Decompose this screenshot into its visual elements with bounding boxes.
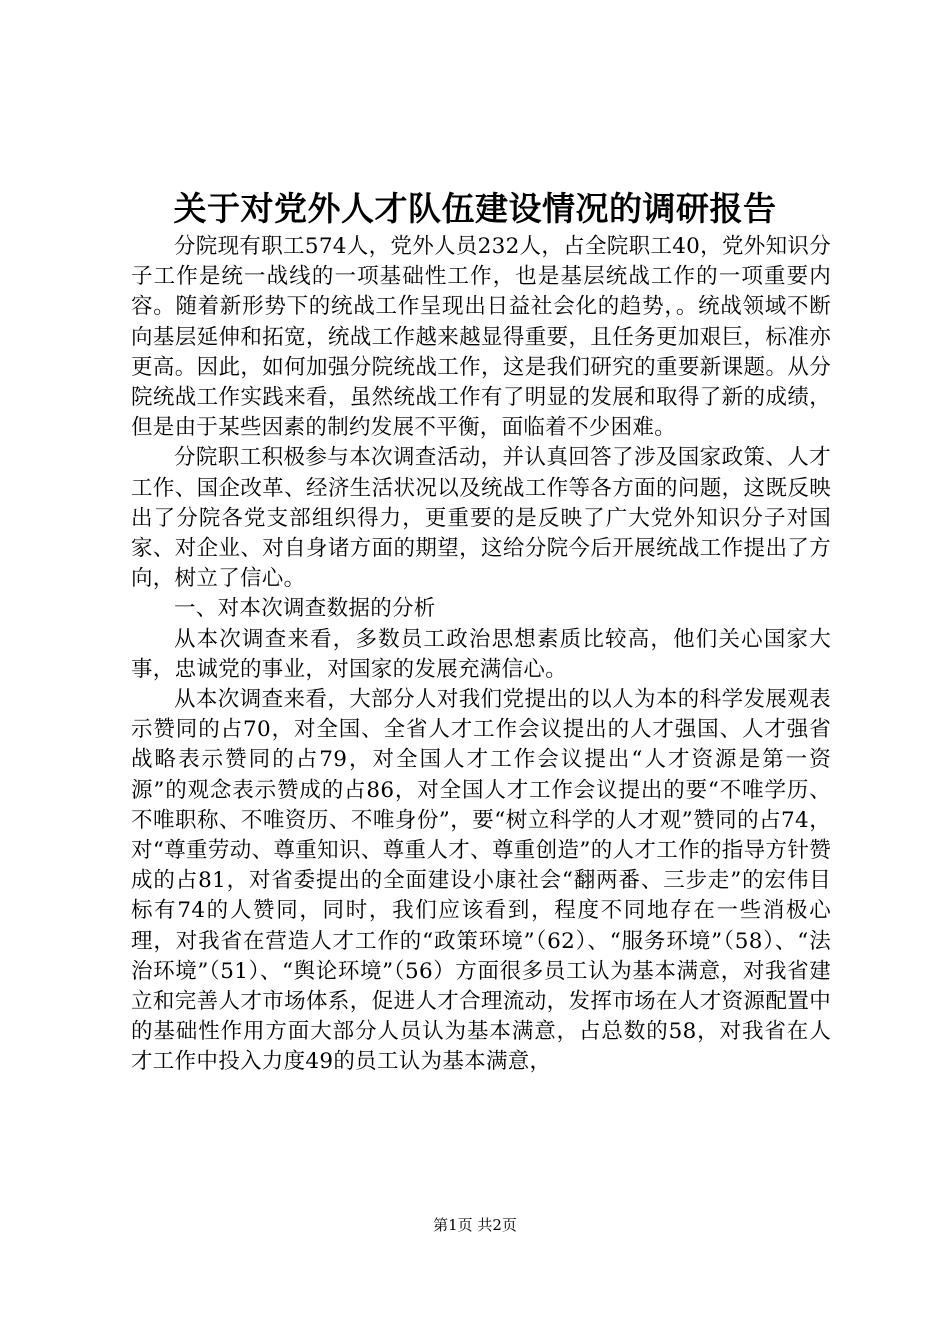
- section-heading-analysis: 一、对本次调查数据的分析: [174, 596, 436, 622]
- paragraph-political-quality: 从本次调查来看，多数员工政治思想素质比较高，他们关心国家大事，忠诚党的事业，对国家的发展充满信心。: [131, 626, 831, 682]
- paragraph-participation: 分院职工积极参与本次调查活动，并认真回答了涉及国家政策、人才工作、国企改革、经济生活状况以及统战工作等各方面的问题，这既反映出了分院各党支部组织得力，更重要的是反映了广大党外知识分子对国家、对企业、对自身诸方面的期望，这给分院今后开展统战工作提出了方向，树立了信心。: [131, 445, 831, 592]
- paragraph-survey-results: 从本次调查来看，大部分人对我们党提出的以人为本的科学发展观表示赞同的占70，对全国、全省人才工作会议提出的人才强国、人才强省战略表示赞同的占79，对全国人才工作会议提出“人才资源是第一资源”的观念表示赞成的占86，对全国人才工作会议提出的要“不唯学历、不唯职称、不唯资历、不唯身份”，要“树立科学的人才观”赞同的占74，对“尊重劳动、尊重知识、尊重人才、尊重创造”的人才工作的指导方针赞成的占81，对省委提出的全面建设小康社会“翻两番、三步走”的宏伟目标有74的人赞同，同时，我们应该看到，程度不同地存在一些消极心理，对我省在营造人才工作的“政策环境”（62）、“服务环境”（58）、“法治环境”（51）、“舆论环境”（56）方面很多员工认为基本满意，对我省建立和完善人才市场体系，促进人才合理流动，发挥市场在人才资源配置中的基础性作用方面大部分人员认为基本满意，占总数的58，对我省在人才工作中投入力度49的员工认为基本满意，: [131, 687, 831, 1075]
- document-title: 关于对党外人才队伍建设情况的调研报告: [173, 189, 777, 228]
- document-body: [131, 232, 831, 1078]
- paragraph-intro: 分院现有职工574人，党外人员232人，占全院职工40，党外知识分子工作是统一战线的一项基础性工作，也是基层统战工作的一项重要内容。随着新形势下的统战工作呈现出日益社会化的趋势，。统战领域不断向基层延伸和拓宽，统战工作越来越显得重要，且任务更加艰巨，标准亦更高。因此，如何加强分院统战工作，这是我们研究的重要新课题。从分院统战工作实践来看，虽然统战工作有了明显的发展和取得了新的成绩，但是由于某些因素的制约发展不平衡，面临着不少困难。: [131, 234, 831, 441]
- page-number: 第1页 共2页: [433, 1216, 517, 1234]
